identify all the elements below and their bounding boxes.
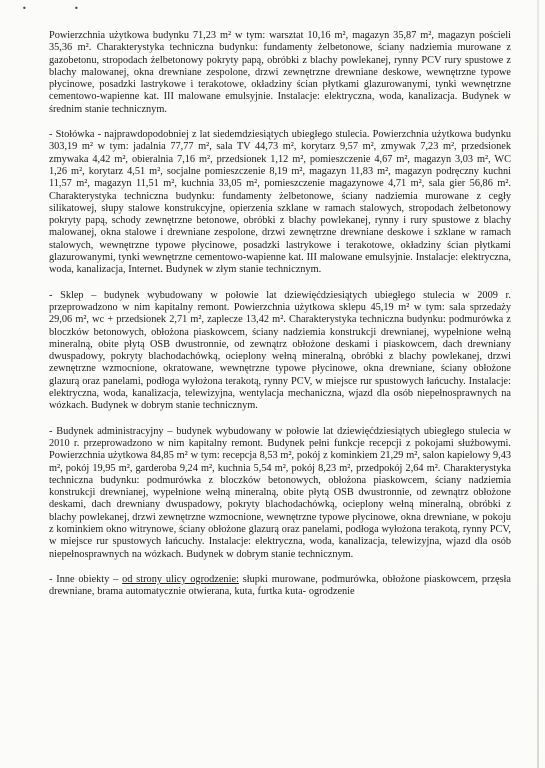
other-objects-text: słupki murowane, podmurówka, obłożone piaskowcem, przęsła drewniane, brama automatycznie otwierana, kuta, furtka kuta- ogrodzenie	[49, 573, 511, 598]
paragraph-workshop-building: Powierzchnia użytkowa budynku 71,23 m² w tym: warsztat 10,16 m², magazyn 35,87 m², magazyn pościeli 35,36 m². Charakterystyka techniczna budynku: fundamenty żelbetonowe, ściany nadziemia murowane z gazobetonu, stropodach żelbetonowy pokryty papą, obróbki z blachy powlekanej, rynny PCV rury spustowe z blachy malowanej, okna drewniane zespolone, drzwi zewnętrzne drewniane deskowe, wewnętrzne typowe płycinowe, posadzki lastrykowe i terakotowe, okładziny ścian płytkami glazurowanymi, tynki wewnętrzne cementowo-wapienne kat. III malowane emulsyjnie. Instalacje: elektryczna, woda, kanalizacja. Budynek w średnim stanie technicznym.	[49, 30, 511, 115]
paragraph-other-objects	[49, 574, 511, 599]
paragraph-canteen: - Stołówka - najprawdopodobniej z lat siedemdziesiątych ubiegłego stulecia. Powierzchnia użytkowa budynku 303,19 m² w tym: jadalnia 77,77 m², sala TV 44,73 m², korytarz 9,57 m², zmywak 7,23 m², przedsionek zmywaka 4,42 m², obieralnia 7,16 m², przedsionek 1,12 m², pomieszczenie 4,67 m², magazyn 3,03 m², WC 1,26 m², korytarz 4,51 m², socjalne pomieszczenie 8,19 m², magazyn 11,83 m², magazyn podręczny kuchni 11,57 m², magazyn 11,51 m², kuchnia 33,05 m², pomieszczenie magazynowe 4,71 m², sala gier 56,86 m². Charakterystyka techniczna budynku: fundamenty żelbetonowe, ściany nadziemia murowane z cegły silikatowej, słupy stalowe konstrukcyjne, opierzenia szklane w ramach stalowych, stropodach żelbetonowy pokryty papą, schody zewnętrzne betonowe, obróbki z blachy powlekanej, rynny i rury spustowe z blachy malowanej, okna stalowe i drewniane zespolone, drzwi zewnętrzne drewniane deskowe i szklane w ramach stalowych, wewnętrzne typowe płycinowe, posadzki lastrykowe i terakotowe, okładziny ścian płytkami glazurowanymi, tynki wewnętrzne cementowo-wapienne kat. III malowane emulsyjnie. Instalacje: elektryczna, woda, kanalizacja, Internet. Budynek w złym stanie technicznym.	[49, 129, 511, 276]
page-edge	[537, 0, 539, 768]
other-objects-underlined: od strony ulicy ogrodzenie:	[122, 573, 239, 585]
scan-mark: •	[22, 4, 27, 13]
paragraph-shop: - Sklep – budynek wybudowany w połowie lat dziewięćdziesiątych ubiegłego stulecia w 2009 r. przeprowadzono w nim kapitalny remont. Powierzchnia użytkowa sklepu 45,19 m² w tym: sala sprzedaży 29,06 m², wc + przedsionek 2,71 m², zaplecze 13,42 m². Charakterystyka techniczna budynku: podmurówka z bloczków betonowych, obłożona piaskowcem, ściany nadziemia konstrukcji drewnianej, wypełnione wełną mineralną, obite płytą OSB dwustronnie, od zewnątrz obłożone deskami i piaskowcem, dach drewniany dwuspadowy, pokryty blachodachówką, ocieplony wełną mineralną, obróbki z blachy powlekanej, drzwi zewnętrzne wzmocnione, okratowane, wewnętrzne typowe płycinowe, okna drewniane, ściany obłożone glazurą oraz panelami, podłoga wyłożona terakotą, rynny PCV, w miejsce rur spustowych łańcuchy. Instalacje: elektryczna, woda, kanalizacja, telewizyjna, wentylacja mechaniczna, wjazd dla osób niepełnosprawnych na wózkach. Budynek w dobrym stanie technicznym.	[49, 289, 511, 412]
scan-mark: •	[74, 4, 79, 13]
document-body	[49, 30, 511, 598]
paragraph-administrative-building: - Budynek administracyjny – budynek wybudowany w połowie lat dziewięćdziesiątych ubiegłego stulecia w 2010 r. przeprowadzono w nim kapitalny remont. Budynek pełni funkcje recepcji z pokojami służbowymi. Powierzchnia użytkowa 84,85 m² w tym: recepcja 8,53 m², pokój z kominkiem 21,29 m², salon kapielowy 9,43 m², pokój 19,95 m², garderoba 9,24 m², kuchnia 5,54 m², pokój 8,23 m², przedpokój 2,64 m². Charakterystyka techniczna budynku: podmurówka z bloczków betonowych, obłożona piaskowcem, ściany nadziemia konstrukcji drewnianej, wypełnione wełną mineralną, obite płytą OSB dwustronnie, od zewnątrz obłożone deskami, dach drewniany dwuspadowy, pokryty blachodachówką, ocieplony wełną mineralną, obróbki z blachy powlekanej, drzwi zewnętrzne wzmocnione, wewnętrzne typowe płycinowe, okna drewniane, w pokoju z kominkiem okno witrynowe, ściany obłożone glazurą oraz panelami, podłoga wyłożona terakotą, rynny PCV, w miejsce rur spustowych łańcuchy. Instalacje: elektryczna, woda, kanalizacja, telewizyjna, wjazd dla osób niepełnosprawnych na wózkach. Budynek w dobrym stanie technicznym.	[49, 425, 511, 560]
other-objects-prefix: - Inne obiekty –	[49, 573, 123, 585]
